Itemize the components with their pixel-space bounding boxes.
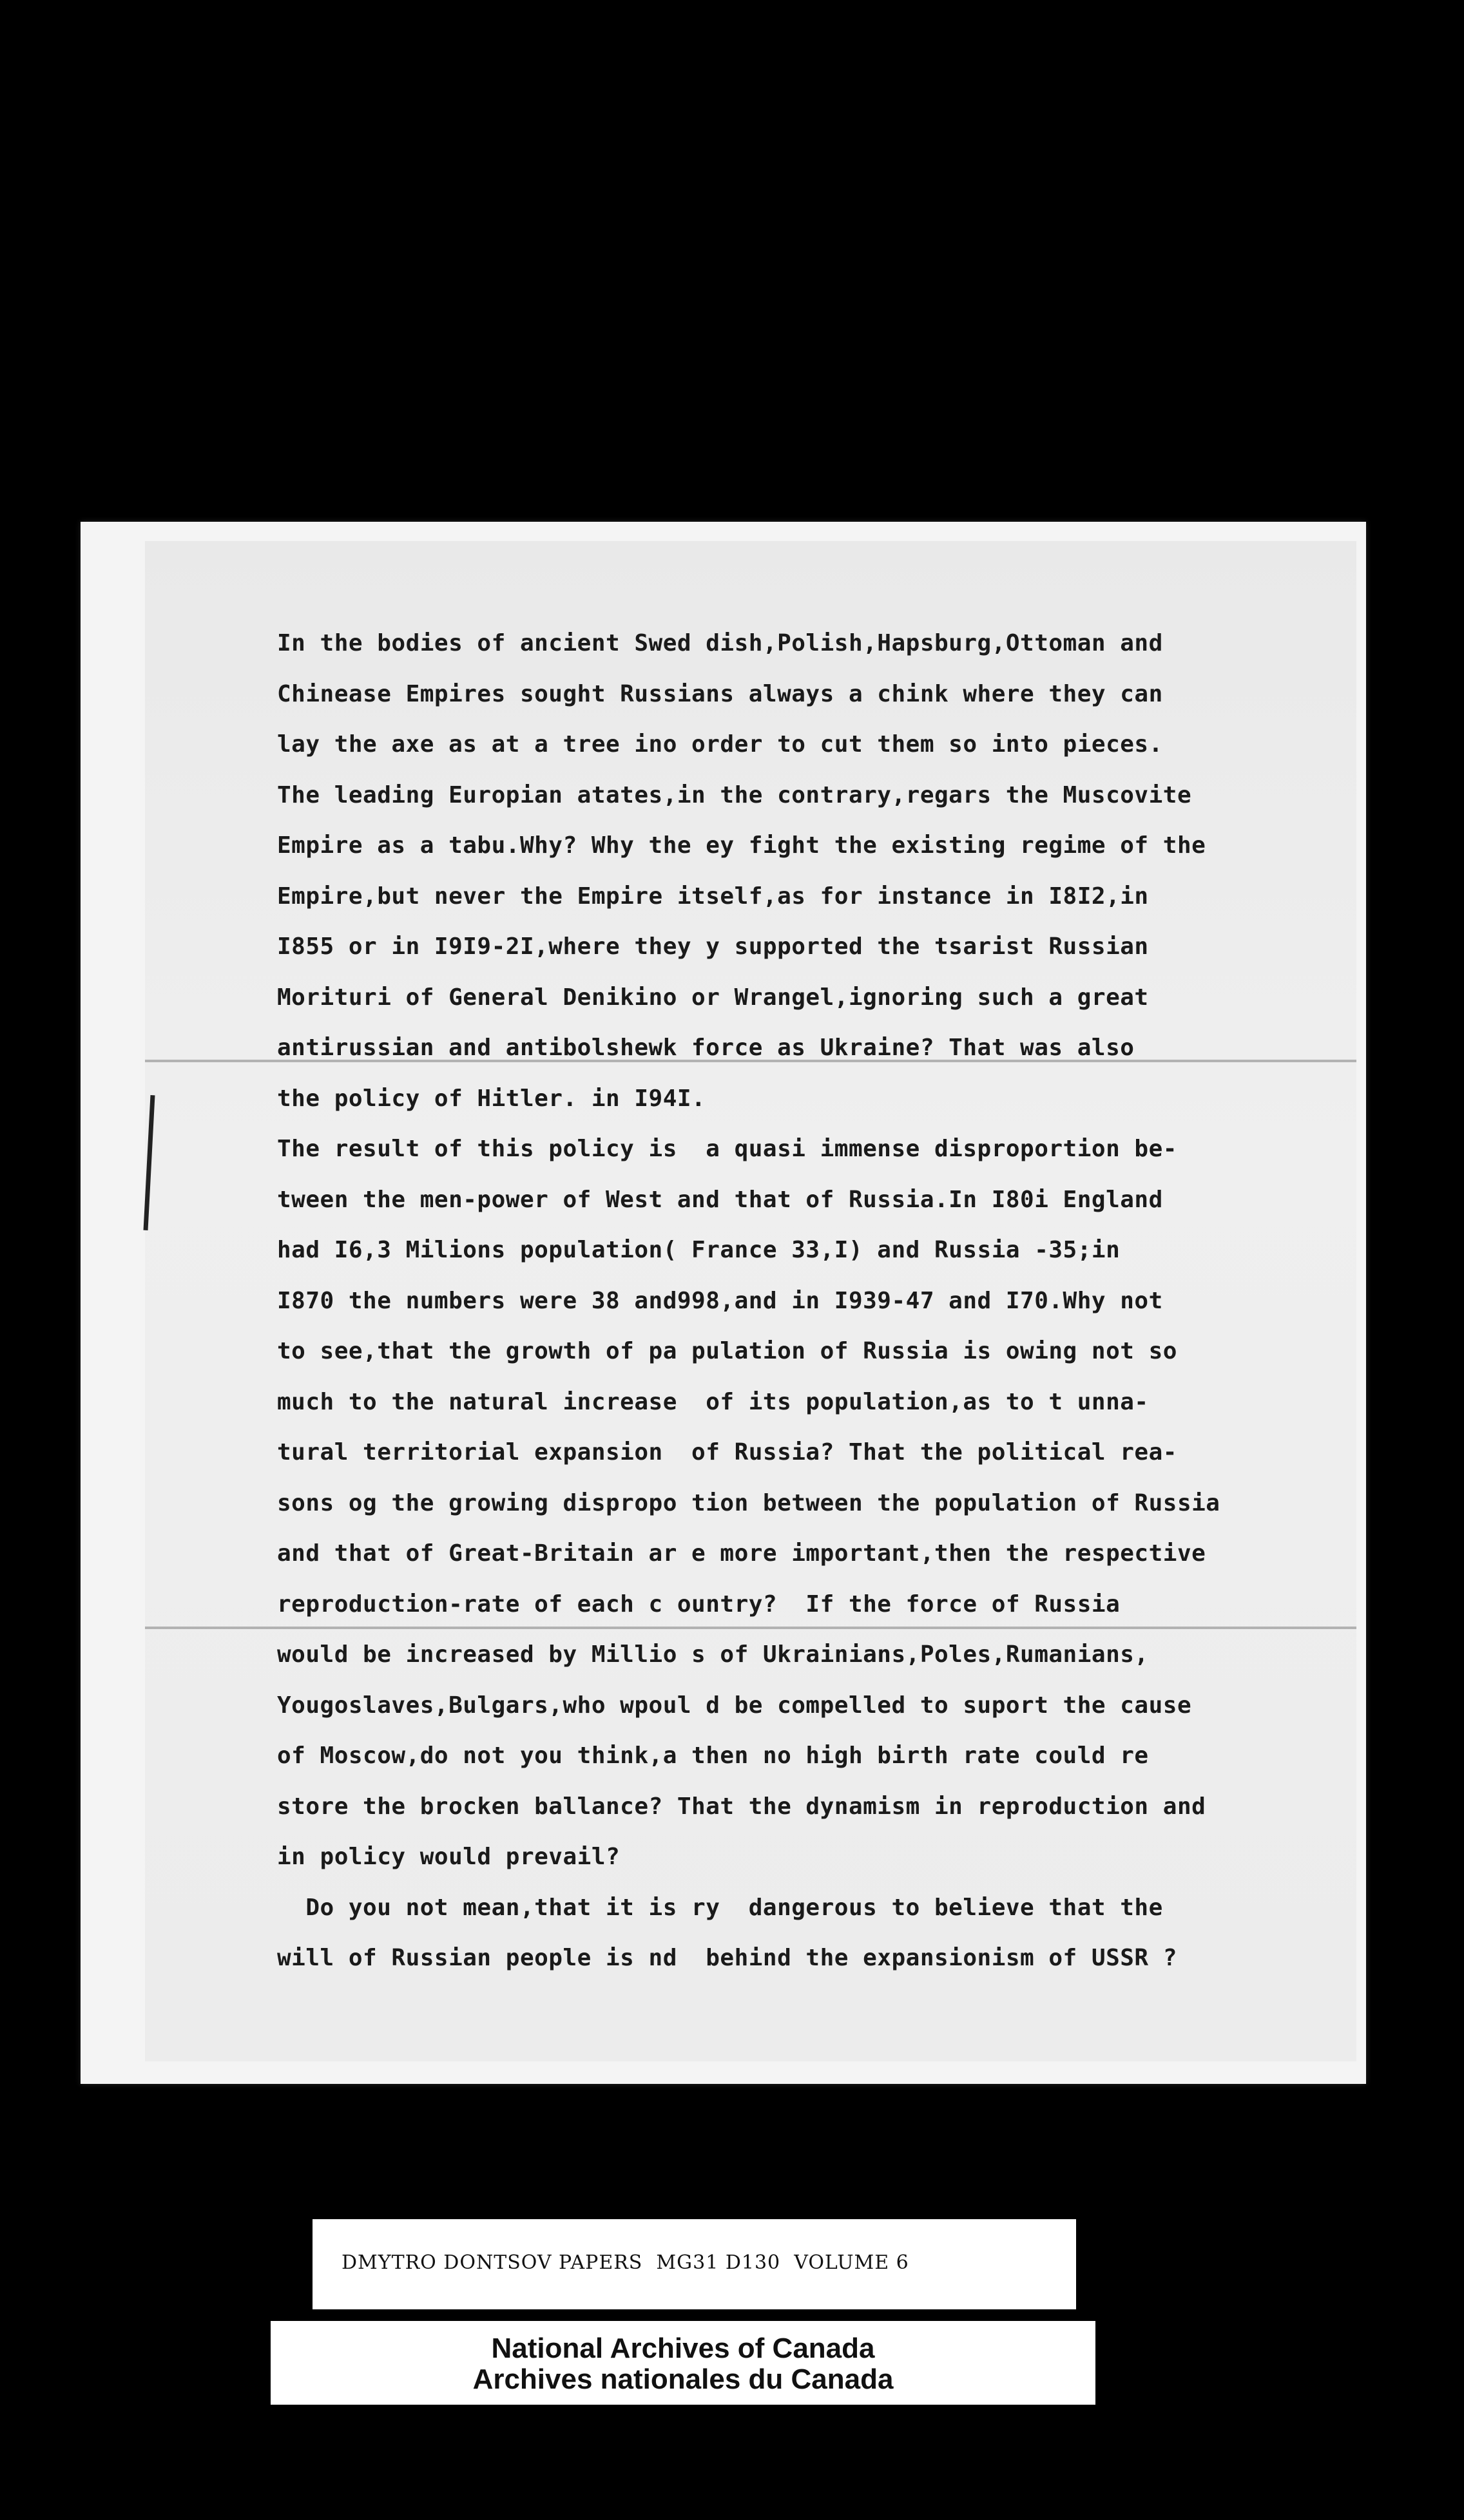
text-line: the policy of Hitler. in I94I. — [277, 1085, 706, 1112]
collection-label-text: DMYTRO DONTSOV PAPERS MG31 D130 VOLUME 6 — [342, 2251, 909, 2274]
text-line: tural territorial expansion of Russia? That the political rea- — [277, 1439, 1177, 1465]
text-line: tween the men-power of West and that of Russia.In I80i England — [277, 1186, 1163, 1213]
text-line: had I6,3 Milions population( France 33,I) and Russia -35;in — [277, 1237, 1121, 1263]
archive-banner — [271, 2321, 1095, 2405]
text-line: I855 or in I9I9-2I,where they y supported the tsarist Russian — [277, 933, 1149, 960]
text-line: The leading Europian atates,in the contrary,regars the Muscovite — [277, 781, 1192, 808]
text-line: Empire,but never the Empire itself,as for instance in I8I2,in — [277, 883, 1149, 910]
text-line: Yougoslaves,Bulgars,who wpoul d be compelled to suport the cause — [277, 1692, 1192, 1719]
text-line: will of Russian people is nd behind the expansionism of USSR ? — [277, 1945, 1177, 1971]
text-line: lay the axe as at a tree ino order to cut them so into pieces. — [277, 731, 1163, 758]
archive-name-en: National Archives of Canada — [491, 2333, 875, 2364]
text-line: store the brocken ballance? That the dynamism in reproduction and — [277, 1793, 1206, 1820]
text-line: of Moscow,do not you think,a then no high birth rate could re — [277, 1742, 1149, 1769]
archive-name-fr: Archives nationales du Canada — [472, 2363, 894, 2395]
text-line: and that of Great-Britain ar e more important,then the respective — [277, 1540, 1206, 1567]
text-line: Morituri of General Denikino or Wrangel,ignoring such a great — [277, 984, 1149, 1011]
text-line: The result of this policy is a quasi immense disproportion be- — [277, 1136, 1177, 1162]
text-line: Do you not mean,that it is ry dangerous to believe that the — [277, 1894, 1163, 1921]
text-line: much to the natural increase of its population,as to t unna- — [277, 1388, 1149, 1415]
text-line: to see,that the growth of pa pulation of Russia is owing not so — [277, 1338, 1177, 1364]
typed-letter-text — [277, 618, 1308, 1984]
text-line: Chinease Empires sought Russians always a chink where they can — [277, 680, 1163, 707]
text-line: would be increased by Millio s of Ukrainians,Poles,Rumanians, — [277, 1641, 1149, 1668]
text-line: I870 the numbers were 38 and998,and in I939-47 and I70.Why not — [277, 1287, 1163, 1314]
text-line: in policy would prevail? — [277, 1844, 621, 1870]
text-line: Empire as a tabu.Why? Why the ey fight the existing regime of the — [277, 832, 1206, 859]
text-line: In the bodies of ancient Swed dish,Polish,Hapsburg,Ottoman and — [277, 630, 1163, 656]
text-line: reproduction-rate of each c ountry? If the force of Russia — [277, 1590, 1121, 1618]
text-line: antirussian and antibolshewk force as Ukraine? That was also — [277, 1035, 1135, 1061]
text-line: sons og the growing dispropo tion between the population of Russia — [277, 1489, 1220, 1516]
collection-label — [313, 2219, 1076, 2309]
